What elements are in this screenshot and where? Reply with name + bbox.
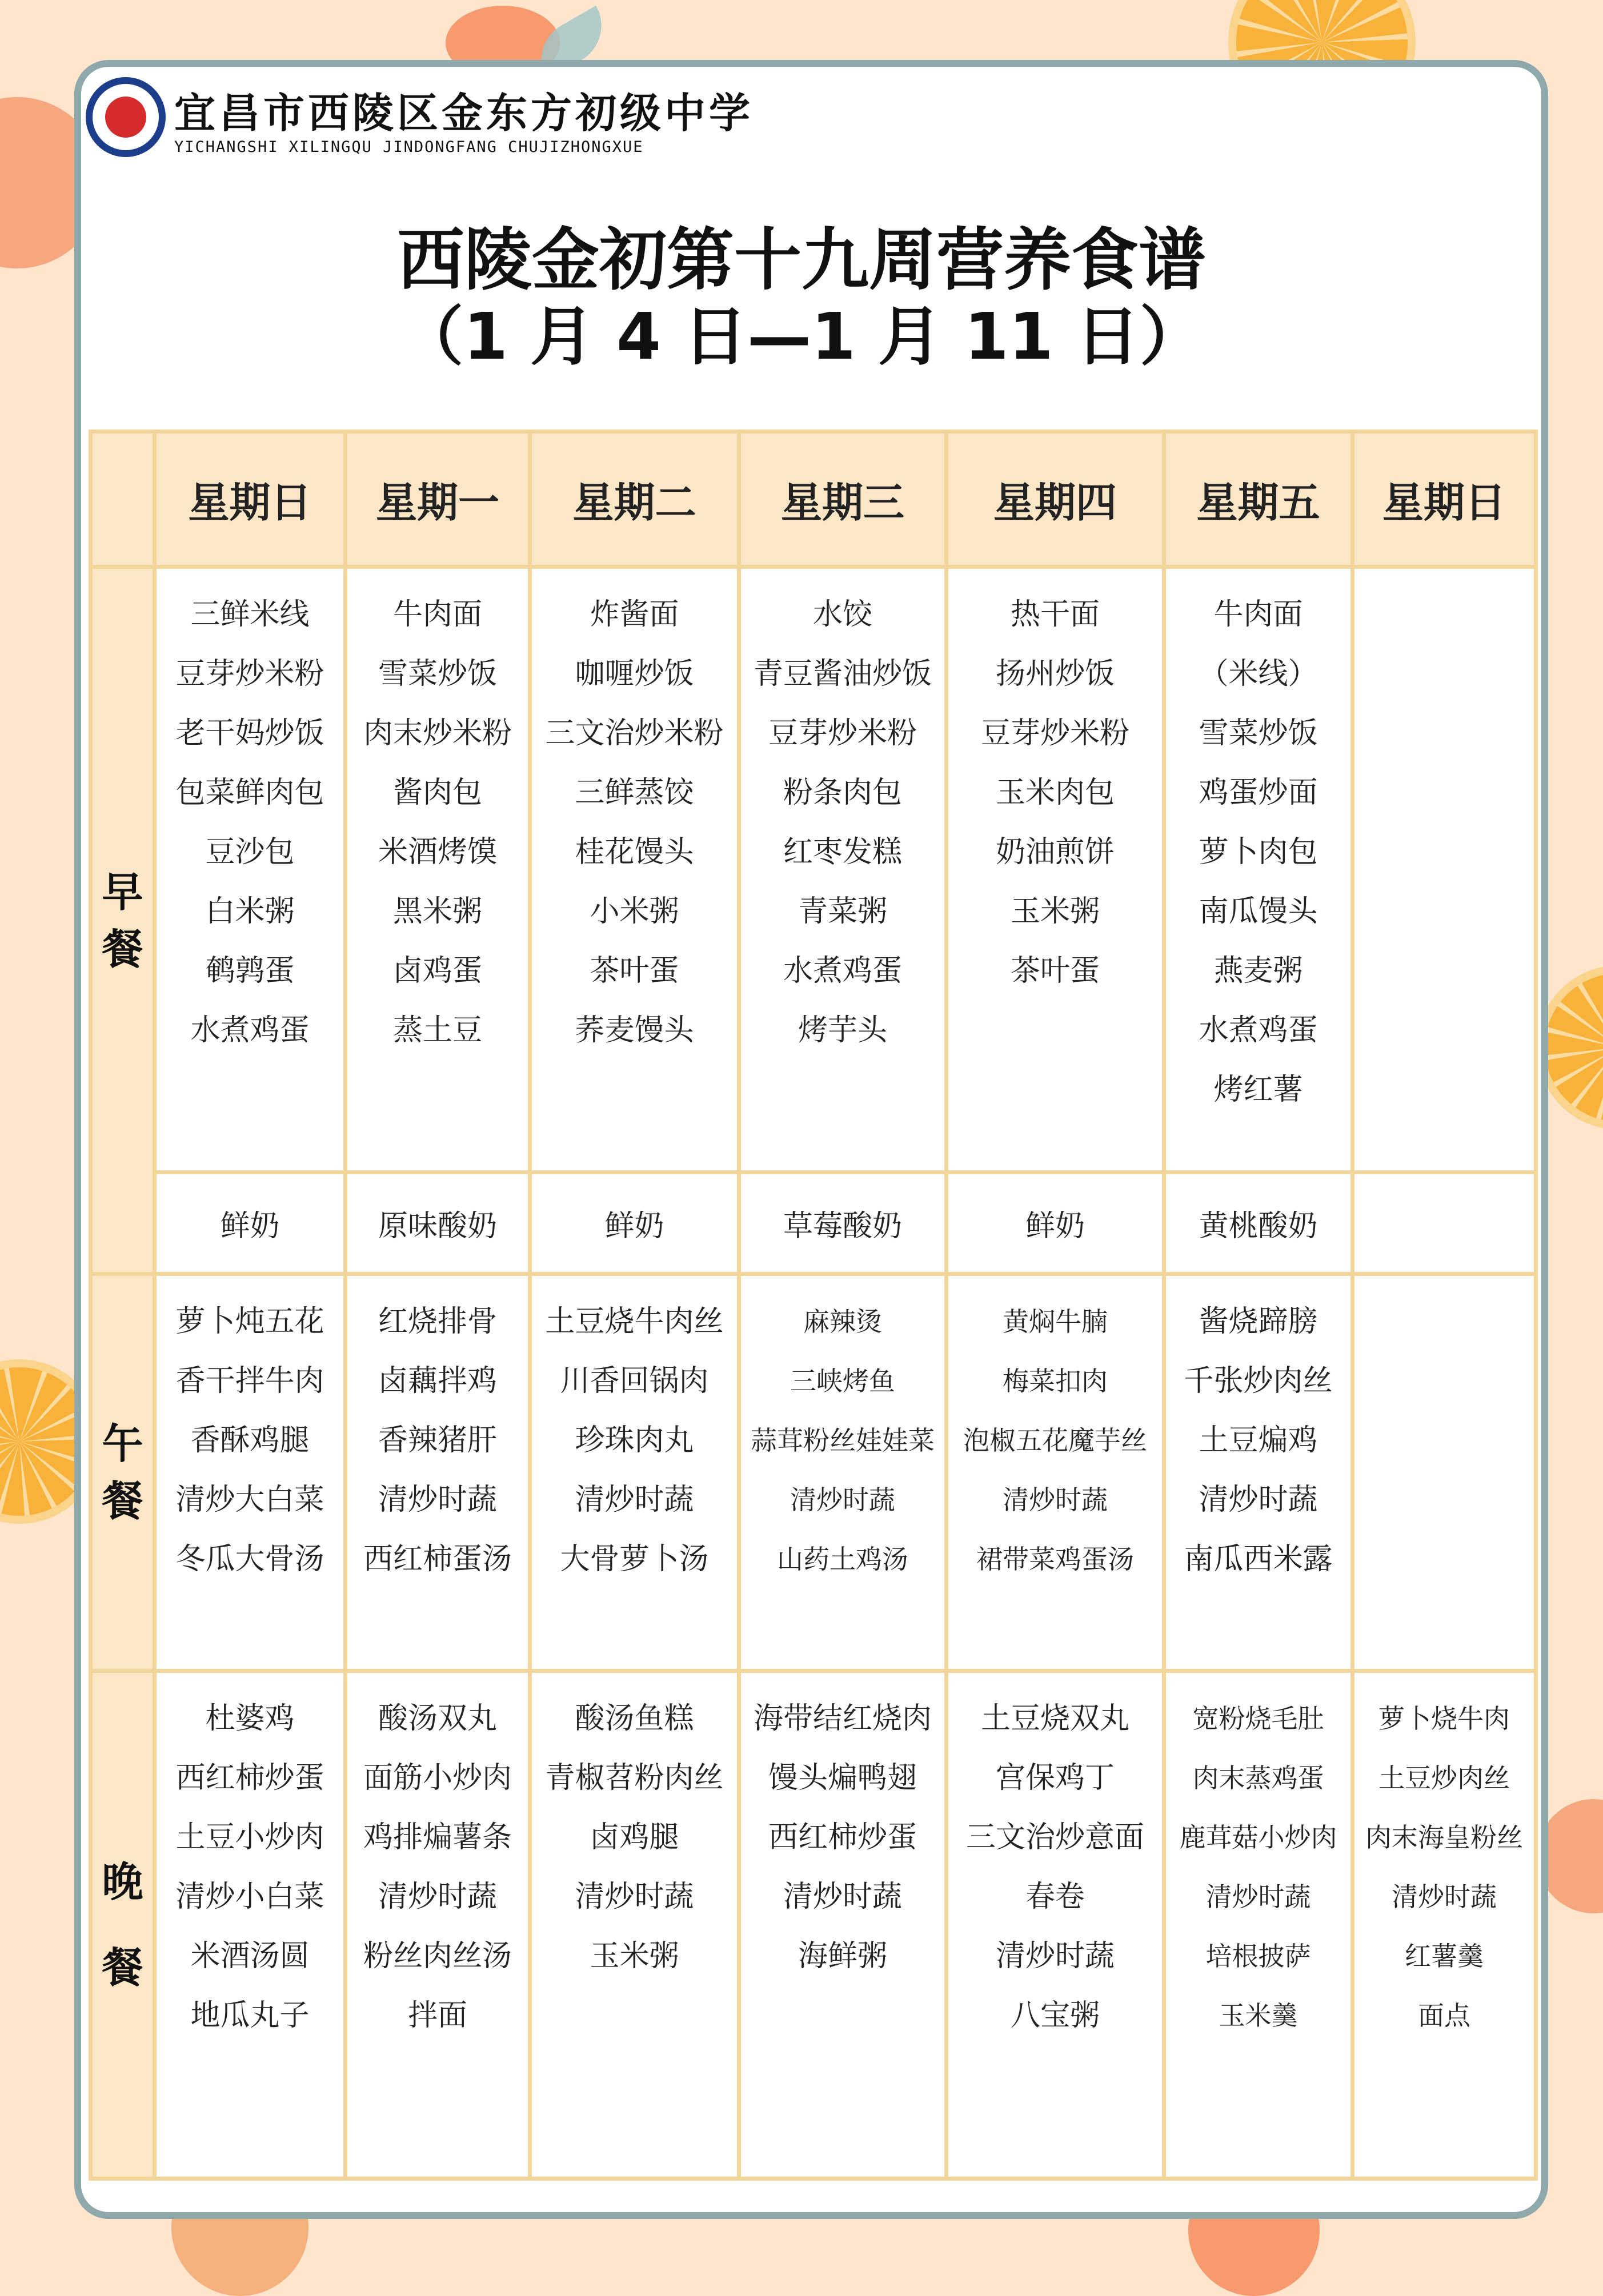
menu-item: （米线） [1199,657,1318,691]
menu-item: 雪菜炒饭 [378,657,497,691]
menu-item: 裙带菜鸡蛋汤 [976,1544,1134,1575]
menu-item: 卤藕拌鸡 [378,1364,497,1398]
menu-item: 小米粥 [590,894,679,929]
menu-item: 鹿茸菇小炒肉 [1179,1822,1337,1853]
menu-item: 梅菜扣肉 [1003,1366,1108,1396]
menu-item: 面点 [1418,2000,1470,2031]
drink-row [91,1173,1536,1274]
menu-item: 香酥鸡腿 [190,1423,310,1458]
lunch-cell [1164,1274,1353,1671]
menu-item: 热干面 [1010,597,1100,632]
menu-item: 鹌鹑蛋 [205,954,295,988]
menu-item: 馒头煸鸭翅 [768,1761,917,1795]
menu-item: 咖喱炒饭 [575,657,694,691]
lunch-cell [947,1274,1164,1671]
menu-item: 红枣发糕 [783,835,902,869]
menu-item: 包菜鲜肉包 [175,776,324,810]
school-name-cn: 宜昌市西陵区金东方初级中学 [174,89,754,137]
dinner-cell [1353,1671,1536,2179]
dinner-cell [530,1671,739,2179]
menu-item: 烤红薯 [1213,1073,1303,1107]
menu-item: 三文治炒意面 [965,1820,1144,1855]
menu-item: 三鲜米线 [190,597,310,632]
dinner-cell [155,1671,346,2179]
menu-item: 清炒时蔬 [575,1880,694,1914]
menu-item: 豆芽炒米粉 [175,657,324,691]
menu-item: 清炒时蔬 [378,1880,497,1914]
menu-item: 杜婆鸡 [205,1701,295,1736]
day-header: 星期三 [739,432,947,567]
menu-item: 蒜茸粉丝娃娃菜 [751,1425,935,1456]
menu-item: 茶叶蛋 [590,954,679,988]
menu-item: 荞麦馒头 [575,1013,694,1047]
menu-item: 西红柿蛋汤 [363,1542,512,1576]
drink-cell: 草莓酸奶 [739,1173,947,1274]
lunch-label: 午 餐 [91,1274,155,1671]
menu-item: 西红柿炒蛋 [768,1820,917,1855]
menu-item: 红烧排骨 [378,1304,497,1339]
menu-item: 豆芽炒米粉 [768,716,917,750]
day-header: 星期五 [1164,432,1353,567]
menu-item: 清炒时蔬 [783,1880,902,1914]
breakfast-cell [1353,567,1536,1173]
drink-cell: 黄桃酸奶 [1164,1173,1353,1274]
menu-item: 水煮鸡蛋 [190,1013,310,1047]
menu-table [89,430,1538,2181]
menu-item: 清炒时蔬 [995,1939,1115,1973]
menu-item: 玉米羹 [1219,2000,1298,2031]
menu-item: 黄焖牛腩 [1003,1306,1108,1337]
menu-item: 烤芋头 [798,1013,887,1047]
dinner-cell [1164,1671,1353,2179]
menu-item: 麻辣烫 [803,1306,882,1337]
menu-item: 珍珠肉丸 [575,1423,694,1458]
dinner-cell [739,1671,947,2179]
menu-item: 清炒时蔬 [1199,1483,1318,1517]
menu-item: 清炒时蔬 [1392,1881,1497,1912]
menu-item: 土豆煸鸡 [1199,1423,1318,1458]
menu-item: 米酒烤馍 [378,835,497,869]
drink-cell: 鲜奶 [530,1173,739,1274]
drink-cell: 鲜奶 [155,1173,346,1274]
menu-item: 肉末蒸鸡蛋 [1192,1763,1324,1793]
breakfast-label: 早 餐 [91,567,155,1274]
menu-item: 春卷 [1025,1880,1085,1914]
breakfast-cell [346,567,530,1173]
menu-item: 蒸土豆 [392,1013,482,1047]
menu-item: 青椒苕粉肉丝 [545,1761,724,1795]
lunch-cell [739,1274,947,1671]
menu-item: 酸汤鱼糕 [575,1701,694,1736]
menu-item: 玉米粥 [590,1939,679,1973]
menu-item: 三文治炒米粉 [545,716,724,750]
menu-item: 大骨萝卜汤 [560,1542,709,1576]
menu-item: 冬瓜大骨汤 [175,1542,324,1576]
day-header: 星期二 [530,432,739,567]
lunch-cell [530,1274,739,1671]
menu-item: 鸡排煸薯条 [363,1820,512,1855]
menu-item: 西红柿炒蛋 [175,1761,324,1795]
breakfast-cell [947,567,1164,1173]
menu-item: 萝卜肉包 [1199,835,1318,869]
dinner-cell [947,1671,1164,2179]
menu-item: 酸汤双丸 [378,1701,497,1736]
menu-item: 海带结红烧肉 [753,1701,932,1736]
menu-item: 萝卜烧牛肉 [1378,1703,1510,1734]
breakfast-cell [739,567,947,1173]
lunch-cell [1353,1274,1536,1671]
menu-item: 米酒汤圆 [190,1939,310,1973]
menu-item: 玉米肉包 [995,776,1115,810]
menu-item: 肉末炒米粉 [363,716,512,750]
menu-item: 水饺 [812,597,872,632]
menu-item: 豆芽炒米粉 [980,716,1129,750]
menu-item: 酱肉包 [392,776,482,810]
menu-item: 茶叶蛋 [1010,954,1100,988]
drink-cell [1353,1173,1536,1274]
menu-item: 土豆烧双丸 [980,1701,1129,1736]
day-header-row [91,432,1536,567]
menu-item: 鸡蛋炒面 [1199,776,1318,810]
menu-item: 卤鸡腿 [590,1820,679,1855]
lunch-row [91,1274,1536,1671]
menu-item: 粉条肉包 [783,776,902,810]
menu-item: 红薯羹 [1405,1941,1484,1972]
menu-item: 香辣猪肝 [378,1423,497,1458]
menu-item: 牛肉面 [1213,597,1303,632]
dinner-cell [346,1671,530,2179]
menu-item: 土豆小炒肉 [175,1820,324,1855]
menu-item: 南瓜西米露 [1184,1542,1333,1576]
menu-item: 土豆烧牛肉丝 [545,1304,724,1339]
menu-item: 清炒时蔬 [1003,1484,1108,1515]
breakfast-cell [530,567,739,1173]
drink-cell: 鲜奶 [947,1173,1164,1274]
school-name-en: YICHANGSHI XILINGQU JINDONGFANG CHUJIZHONGXUE [174,138,644,156]
menu-item: 清炒小白菜 [175,1880,324,1914]
menu-item: 白米粥 [205,894,295,929]
dinner-label: 晚 餐 [91,1671,155,2179]
menu-item: 面筋小炒肉 [363,1761,512,1795]
lunch-cell [346,1274,530,1671]
menu-item: 宫保鸡丁 [995,1761,1115,1795]
day-header: 星期日 [1353,432,1536,567]
menu-item: 培根披萨 [1205,1941,1311,1972]
menu-item: 海鲜粥 [798,1939,887,1973]
menu-item: 老干妈炒饭 [175,716,324,750]
menu-item: 黑米粥 [392,894,482,929]
menu-item: 八宝粥 [1010,1998,1100,2033]
menu-item: 牛肉面 [392,597,482,632]
menu-item: 卤鸡蛋 [392,954,482,988]
page-subtitle-dates: （1 月 4 日—1 月 11 日） [399,300,1204,374]
school-logo-icon [86,77,166,157]
menu-item: 清炒时蔬 [790,1484,895,1515]
menu-item: 扬州炒饭 [995,657,1115,691]
menu-item: 清炒时蔬 [1205,1881,1311,1912]
menu-item: 雪菜炒饭 [1199,716,1318,750]
menu-item: 清炒时蔬 [575,1483,694,1517]
menu-item: 奶油煎饼 [995,835,1115,869]
menu-item: 香干拌牛肉 [175,1364,324,1398]
menu-item: 川香回锅肉 [560,1364,709,1398]
dinner-row [91,1671,1536,2179]
menu-item: 水煮鸡蛋 [783,954,902,988]
menu-item: 桂花馒头 [575,835,694,869]
day-header: 星期一 [346,432,530,567]
breakfast-row [91,567,1536,1173]
drink-cell: 原味酸奶 [346,1173,530,1274]
menu-item: 泡椒五花魔芋丝 [963,1425,1147,1456]
menu-item: 宽粉烧毛肚 [1192,1703,1324,1734]
menu-item: 肉末海皇粉丝 [1365,1822,1523,1853]
menu-item: 千张炒肉丝 [1184,1364,1333,1398]
menu-item: 萝卜炖五花 [175,1304,324,1339]
day-header: 星期日 [155,432,346,567]
menu-item: 拌面 [407,1998,467,2033]
menu-item: 酱烧蹄膀 [1199,1304,1318,1339]
menu-item: 三鲜蒸饺 [575,776,694,810]
menu-item: 青豆酱油炒饭 [753,657,932,691]
breakfast-cell [155,567,346,1173]
menu-item: 玉米粥 [1010,894,1100,929]
menu-item: 土豆炒肉丝 [1378,1763,1510,1793]
day-header: 星期四 [947,432,1164,567]
page-title: 西陵金初第十九周营养食谱 [396,220,1206,299]
menu-item: 水煮鸡蛋 [1199,1013,1318,1047]
menu-item: 炸酱面 [590,597,679,632]
menu-item: 燕麦粥 [1213,954,1303,988]
menu-item: 南瓜馒头 [1199,894,1318,929]
menu-item: 山药土鸡汤 [777,1544,908,1575]
menu-item: 三峡烤鱼 [790,1366,895,1396]
menu-item: 清炒大白菜 [175,1483,324,1517]
menu-item: 豆沙包 [205,835,295,869]
menu-item: 清炒时蔬 [378,1483,497,1517]
menu-item: 粉丝肉丝汤 [363,1939,512,1973]
corner-cell [91,432,155,567]
menu-item: 青菜粥 [798,894,887,929]
lunch-cell [155,1274,346,1671]
menu-item: 地瓜丸子 [190,1998,310,2033]
breakfast-cell [1164,567,1353,1173]
